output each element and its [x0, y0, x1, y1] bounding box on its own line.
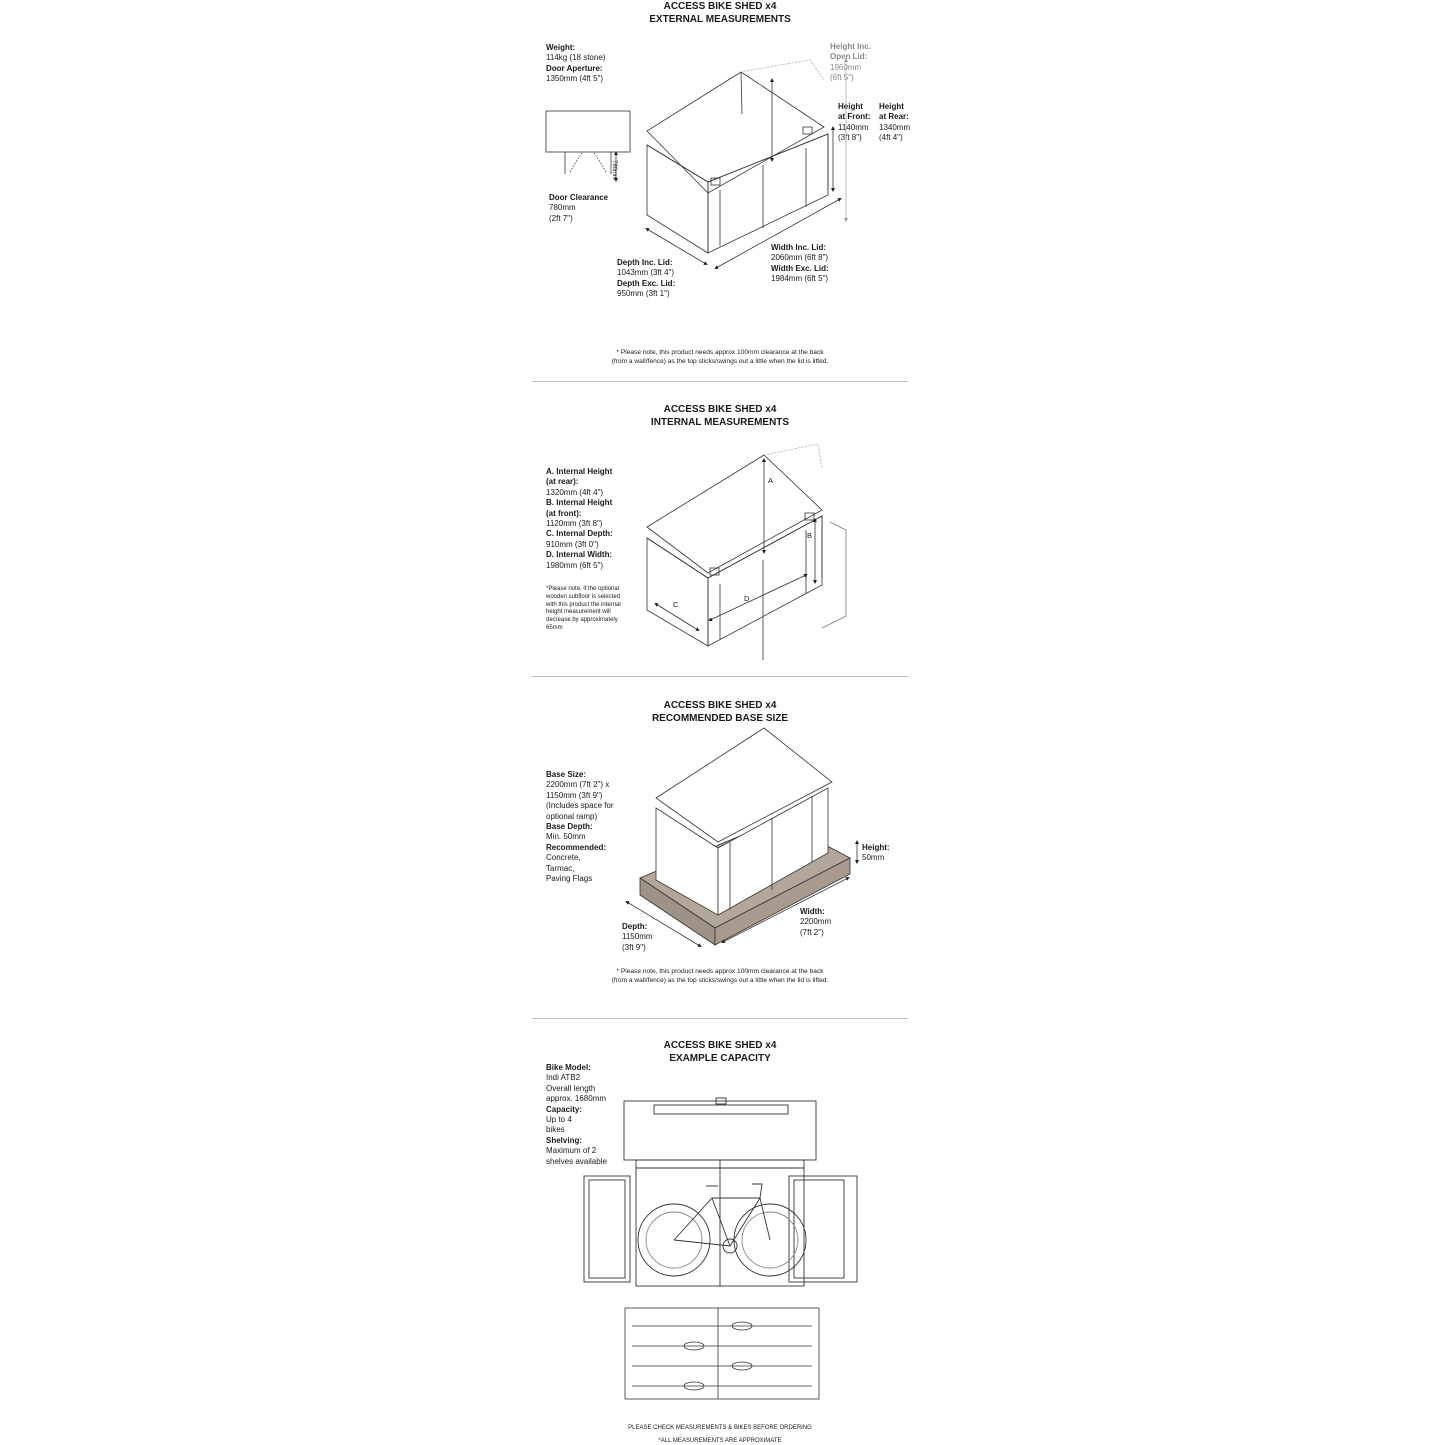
internal-b-label-2: (at front): [546, 508, 582, 518]
base-note-line2: (from a wall/fence) as the top sticks/swings out a little when the lid is lifted. [611, 976, 829, 984]
door-clearance-side-label: 780mm [611, 160, 617, 181]
subfloor-note-line: height measurement will [546, 609, 611, 616]
ext-left-side [647, 145, 708, 253]
capacity-title-line1: ACCESS BIKE SHED x4 [663, 1040, 777, 1051]
internal-shed-drawing [647, 444, 846, 660]
int-left-side [647, 538, 708, 646]
base-size-label: Base Size: [546, 770, 587, 779]
front-height-mm: 1140mm [838, 122, 869, 132]
base-shed-drawing [627, 728, 857, 946]
bike-model-line: Overall length [546, 1083, 596, 1093]
internal-c-value: 910mm (3ft 0") [546, 539, 599, 549]
front-height-label-2: at Front: [838, 112, 871, 122]
int-open-lid-ghost [764, 444, 822, 468]
cap-door-left [584, 1176, 630, 1282]
depth-inc-value: 1043mm (3ft 4") [617, 268, 675, 278]
open-lid-mm: 1960mm [830, 62, 862, 72]
ext-lid-top [647, 72, 824, 193]
weight-label: Weight: [546, 43, 576, 52]
mark-a: A [768, 476, 774, 485]
door-clearance-ft: (2ft 7") [549, 213, 573, 223]
int-d-arrow [710, 575, 806, 620]
ext-hinge-right [803, 127, 812, 134]
ext-open-lid-ghost [740, 60, 824, 80]
width-inc-label: Width Inc. Lid: [771, 243, 827, 252]
bike-model-label: Bike Model: [546, 1063, 591, 1072]
depth-exc-label: Depth Exc. Lid: [617, 278, 676, 288]
base-title-line1: ACCESS BIKE SHED x4 [663, 700, 777, 711]
base-height-label: Height: [862, 843, 890, 852]
door-clearance-mm: 780mm [549, 203, 576, 213]
int-front-face [708, 516, 822, 646]
cap-door-right-panel [794, 1180, 844, 1278]
rear-height-mm: 1340mm [879, 122, 911, 132]
clearance-swing-left [570, 153, 582, 172]
cap-door-left-panel [589, 1180, 625, 1278]
external-note-line2: (from a wall/fence) as the top sticks/swings out a little when the lid is lifted. [611, 357, 829, 365]
door-aperture-value: 1350mm (4ft 5") [546, 74, 604, 84]
depth-inc-label: Depth Inc. Lid: [617, 258, 673, 267]
base-depth-value: Min. 50mm [546, 832, 586, 842]
shelving-label: Shelving: [546, 1135, 583, 1145]
external-title-line2: EXTERNAL MEASUREMENTS [649, 14, 791, 25]
capacity-label: Capacity: [546, 1104, 583, 1114]
ext-front-face [708, 134, 828, 253]
internal-c-label: C. Internal Depth: [546, 529, 613, 539]
internal-b-label-1: B. Internal Height [546, 498, 613, 508]
width-exc-label: Width Exc. Lid: [771, 263, 829, 273]
recommended-line: Paving Flags [546, 874, 593, 884]
subfloor-note-line: wooden subfloor is selected [546, 593, 621, 600]
capacity-front-drawing [584, 1098, 857, 1286]
base-height-value: 50mm [862, 853, 885, 863]
door-clearance-label: Door Clearance [549, 193, 609, 202]
front-height-ft: (3ft 8") [838, 133, 862, 143]
base-depth-dim-label: Depth: [622, 922, 648, 931]
weight-value: 114kg (18 stone) [546, 53, 606, 63]
internal-b-value: 1120mm (3ft 8") [546, 519, 603, 529]
open-lid-label-1: Height Inc. [830, 42, 871, 51]
footer-line2: *ALL MEASUREMENTS ARE APPROXIMATE [658, 1438, 782, 1444]
int-back-outline [822, 522, 846, 628]
subfloor-note-line: with this product the internal [546, 601, 621, 608]
footer-line1: PLEASE CHECK MEASUREMENTS & BIKES BEFORE ORDERING [628, 1425, 812, 1431]
base-depth-dim-mm: 1150mm [622, 932, 653, 942]
base-width-ft: (7ft 2") [800, 927, 824, 937]
door-clearance-diagram [546, 111, 630, 180]
bike-handlebar [752, 1184, 762, 1198]
bike-frame-bottom [674, 1198, 760, 1246]
capacity-line: bikes [546, 1125, 565, 1135]
cap-lid-shelf [654, 1105, 788, 1114]
ext-front-top-edge [647, 134, 828, 190]
int-c-arrow [656, 604, 698, 630]
base-depth-dim-ft: (3ft 9") [622, 942, 646, 952]
shelving-line: shelves available [546, 1156, 607, 1166]
ext-width-arrow [716, 199, 840, 268]
recommended-line: Tarmac, [546, 863, 575, 873]
capacity-plan-drawing [625, 1308, 819, 1399]
width-exc-value: 1984mm (6ft 5") [771, 274, 829, 284]
internal-title-line1: ACCESS BIKE SHED x4 [663, 404, 777, 415]
subfloor-note-line: *Please note, if the optional [546, 586, 620, 592]
rear-height-label-2: at Rear: [879, 112, 909, 122]
recommended-label: Recommended: [546, 842, 607, 852]
bike-model-line: Indi ATB2 [546, 1073, 581, 1083]
clearance-box [546, 111, 630, 152]
ext-rear-corner [741, 72, 742, 114]
bike-model-line: approx. 1680mm [546, 1094, 607, 1104]
capacity-title-line2: EXAMPLE CAPACITY [669, 1053, 771, 1064]
recommended-line: Concrete, [546, 853, 581, 863]
base-width-label: Width: [800, 907, 825, 916]
rear-height-ft: (4ft 4") [879, 133, 903, 143]
base-size-line: optional ramp) [546, 811, 598, 821]
bike-seat-tube [712, 1198, 730, 1246]
clearance-swing-right [594, 153, 606, 172]
open-lid-label-2: Open Lid: [830, 52, 868, 62]
internal-a-label-2: (at rear): [546, 477, 579, 487]
external-note-line1: * Please note, this product needs approx 100mm clearance at the back [616, 349, 824, 356]
plan-outline [625, 1308, 819, 1399]
external-shed-drawing [647, 60, 846, 268]
rear-height-label-1: Height [879, 102, 904, 111]
mark-d: D [744, 594, 750, 603]
internal-a-value: 1320mm (4ft 4") [546, 487, 604, 497]
base-size-line: 1150mm (3ft 9") [546, 790, 603, 800]
mark-c: C [673, 600, 679, 609]
base-title-line2: RECOMMENDED BASE SIZE [651, 713, 789, 724]
front-height-label-1: Height [838, 102, 863, 111]
base-note-line1: * Please note, this product needs approx 100mm clearance at the back [616, 968, 824, 975]
base-width-mm: 2200mm [800, 917, 832, 927]
base-size-line: 2200mm (7ft 2") x [546, 780, 610, 790]
internal-a-label-1: A. Internal Height [546, 467, 613, 476]
base-size-line: (Includes space for [546, 801, 614, 811]
subfloor-note-line: 65mm [546, 624, 563, 631]
internal-title-line2: INTERNAL MEASUREMENTS [650, 417, 790, 428]
shelving-line: Maximum of 2 [546, 1146, 597, 1156]
external-title-line1: ACCESS BIKE SHED x4 [663, 1, 777, 12]
subfloor-note-line: decrease by approximately [546, 617, 618, 624]
mark-b: B [807, 531, 813, 540]
width-inc-value: 2060mm (6ft 8") [771, 253, 829, 263]
base-depth-label: Base Depth: [546, 822, 593, 832]
door-aperture-label: Door Aperture: [546, 63, 603, 73]
internal-d-label: D. Internal Width: [546, 550, 613, 560]
cap-door-right [789, 1176, 857, 1282]
cap-lid-open [624, 1101, 816, 1160]
depth-exc-value: 950mm (3ft 1") [617, 289, 670, 299]
capacity-line: Up to 4 [546, 1115, 572, 1125]
open-lid-ft: (6ft 5") [830, 73, 854, 83]
internal-d-value: 1980mm (6ft 5") [546, 560, 604, 570]
